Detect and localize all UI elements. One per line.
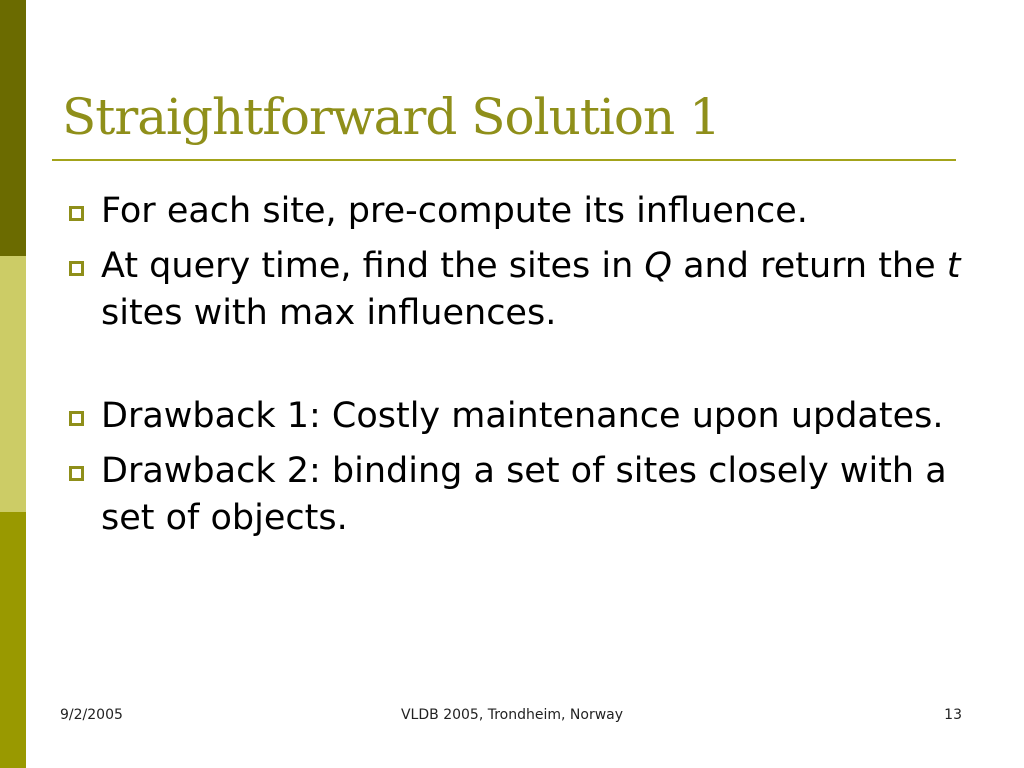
bullet-text — [101, 191, 808, 231]
side-bar-top — [0, 0, 26, 256]
side-bar-bottom — [0, 512, 26, 768]
footer-venue: VLDB 2005, Trondheim, Norway — [400, 707, 624, 723]
bullet-text — [101, 246, 961, 333]
bullet-text-segment: Drawback 1: Costly maintenance upon updates. — [101, 396, 944, 436]
bullet-text-segment: sites with max influences. — [101, 293, 557, 333]
bullet-item — [66, 393, 966, 440]
bullet-text-italic: t — [946, 246, 961, 286]
bullet-item — [66, 188, 966, 235]
bullet-list — [66, 188, 966, 550]
hollow-square-icon — [69, 261, 84, 276]
bullet-item — [66, 448, 966, 542]
title-underline — [52, 159, 956, 161]
hollow-square-icon — [69, 206, 84, 221]
bullet-text-italic: Q — [644, 246, 672, 286]
footer-page-number: 13 — [944, 707, 962, 723]
bullet-text-segment: and return the — [671, 246, 947, 286]
bullet-text-segment: For each site, pre-compute its influence. — [101, 191, 808, 231]
footer-date: 9/2/2005 — [60, 707, 123, 723]
bullet-text — [101, 451, 947, 538]
side-bar-middle — [0, 256, 26, 512]
bullet-item — [66, 243, 966, 337]
slide-title: Straightforward Solution 1 — [62, 88, 720, 146]
bullet-text — [101, 396, 944, 436]
bullet-text-segment: At query time, find the sites in — [101, 246, 645, 286]
bullet-text-segment: Drawback 2: binding a set of sites closely with a set of objects. — [101, 451, 947, 538]
hollow-square-icon — [69, 466, 84, 481]
hollow-square-icon — [69, 411, 84, 426]
